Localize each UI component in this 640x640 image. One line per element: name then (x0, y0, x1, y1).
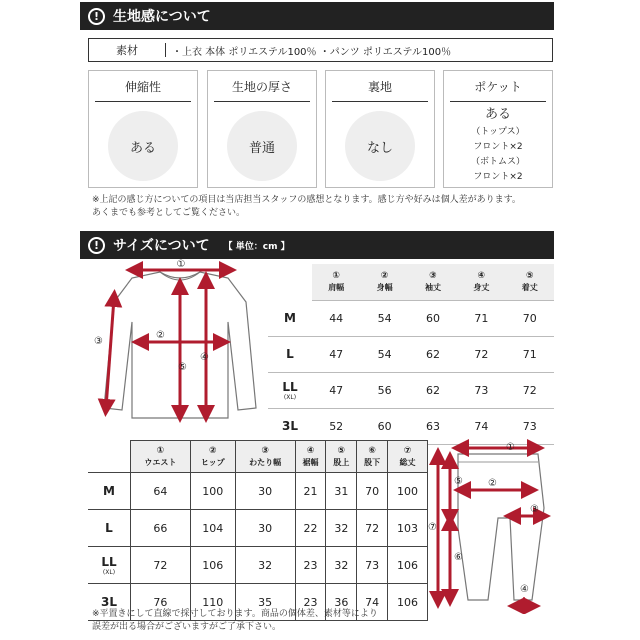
table-cell: 23 (295, 584, 326, 621)
table-cell: 32 (235, 547, 295, 584)
table-cell: 44 (312, 300, 360, 336)
tops-size-table (268, 264, 554, 445)
table-cell: 21 (295, 473, 326, 510)
card-title: 生地の厚さ (214, 71, 310, 102)
note-line: ※上記の感じ方についての項目は当店担当スタッフの感想となります。感じ方や好みは個人差があります。 (92, 195, 521, 205)
table-cell: 71 (506, 336, 554, 372)
table-cell: 47 (312, 372, 360, 408)
table-row (268, 336, 554, 372)
table-row (88, 547, 428, 584)
table-cell: 72 (457, 336, 505, 372)
pocket-value: ある (484, 107, 511, 122)
material-row (88, 38, 553, 62)
table-cell: 47 (312, 336, 360, 372)
table-cell: 106 (190, 547, 235, 584)
tops-header-1: ① 肩幅 (312, 264, 360, 300)
corner-cell (268, 264, 312, 300)
table-cell: 64 (131, 473, 191, 510)
table-cell: 31 (326, 473, 357, 510)
note-line: あくまでも参考としてご覧ください。 (92, 208, 246, 218)
material-label: 素材 (116, 44, 138, 57)
pants-header-7: ⑦ 総丈 (388, 441, 428, 473)
table-cell: 76 (131, 584, 191, 621)
tops-header-4: ④ 身丈 (457, 264, 505, 300)
table-cell: 56 (360, 372, 408, 408)
table-cell: 54 (360, 336, 408, 372)
table-cell: 35 (235, 584, 295, 621)
table-row (88, 473, 428, 510)
marker-2: ② (156, 330, 165, 341)
table-cell: 74 (357, 584, 388, 621)
fabric-section-header (80, 2, 554, 30)
table-cell: 106 (388, 547, 428, 584)
table-cell: 52 (312, 408, 360, 444)
card-title: ポケット (450, 71, 546, 102)
pants-outline (458, 454, 544, 600)
marker-5: ⑤ (454, 476, 463, 487)
table-cell: 100 (388, 473, 428, 510)
table-cell: 70 (357, 473, 388, 510)
card-value: 普通 (227, 111, 297, 181)
table-cell: 70 (506, 300, 554, 336)
pocket-line: （トップス） (471, 127, 525, 137)
table-cell: 60 (409, 300, 457, 336)
pants-header-1: ① ウエスト (131, 441, 191, 473)
marker-7: ⑦ (428, 522, 437, 533)
footer-note (92, 608, 378, 634)
table-cell: 110 (190, 584, 235, 621)
table-cell: 63 (409, 408, 457, 444)
tops-header-5: ⑤ 着丈 (506, 264, 554, 300)
card-value: なし (345, 111, 415, 181)
table-cell: 106 (388, 584, 428, 621)
table-cell: 73 (357, 547, 388, 584)
pants-header-2: ② ヒップ (190, 441, 235, 473)
table-cell: 32 (326, 510, 357, 547)
table-row (268, 372, 554, 408)
marker-3: ③ (94, 336, 103, 347)
table-cell: 54 (360, 300, 408, 336)
size-label: L (88, 510, 131, 547)
note-line: ※平置きにして直線で採寸しております。商品の個体差、素材等により (92, 609, 378, 619)
size-label: 3L (88, 584, 131, 621)
card-value: ある (108, 111, 178, 181)
marker-5: ⑤ (178, 362, 187, 373)
pants-header-5: ⑤ 股上 (326, 441, 357, 473)
table-cell: 103 (388, 510, 428, 547)
card-title: 伸縮性 (95, 71, 191, 102)
marker-1: ① (176, 259, 186, 270)
pants-header-4: ④ 裾幅 (295, 441, 326, 473)
table-cell: 32 (326, 547, 357, 584)
marker-6: ⑥ (454, 552, 463, 563)
size-label: LL (XL) (268, 372, 312, 408)
size-label: 3L (268, 408, 312, 444)
table-cell: 71 (457, 300, 505, 336)
size-label: M (268, 300, 312, 336)
pants-header-6: ⑥ 股下 (357, 441, 388, 473)
table-cell: 62 (409, 372, 457, 408)
pants-diagram (428, 438, 556, 614)
corner-cell (88, 441, 131, 473)
size-section-title: サイズについて (113, 238, 210, 254)
table-row (88, 510, 428, 547)
unit-label: 【 単位：cm 】 (223, 241, 290, 252)
table-cell: 104 (190, 510, 235, 547)
size-section-header (80, 231, 554, 259)
material-value: ・上衣 本体 ポリエステル100％ ・パンツ ポリエステル100％ (172, 46, 452, 58)
table-cell: 22 (295, 510, 326, 547)
table-cell: 72 (357, 510, 388, 547)
pants-header-3: ③ わたり幅 (235, 441, 295, 473)
fabric-note (92, 194, 521, 220)
divider (165, 43, 166, 57)
marker-2: ② (488, 478, 497, 489)
table-cell: 72 (506, 372, 554, 408)
pocket-line: フロント×2 (473, 142, 523, 152)
marker-4: ④ (200, 352, 209, 363)
table-cell: 100 (190, 473, 235, 510)
card-pocket (443, 70, 553, 188)
pocket-line: フロント×2 (473, 172, 523, 182)
table-cell: 30 (235, 473, 295, 510)
table-row (268, 300, 554, 336)
pants-size-table (88, 440, 428, 621)
tops-header-2: ② 身幅 (360, 264, 408, 300)
size-label: M (88, 473, 131, 510)
table-cell: 72 (131, 547, 191, 584)
pocket-line: （ボトムス） (470, 157, 525, 167)
pocket-details (444, 105, 552, 185)
table-cell: 23 (295, 547, 326, 584)
table-cell: 74 (457, 408, 505, 444)
card-lining (325, 70, 435, 188)
table-cell: 62 (409, 336, 457, 372)
marker-1: ① (506, 442, 515, 453)
table-cell: 73 (506, 408, 554, 444)
table-cell: 66 (131, 510, 191, 547)
size-label: LL (XL) (88, 547, 131, 584)
size-label: L (268, 336, 312, 372)
table-cell: 60 (360, 408, 408, 444)
note-line: 誤差が出る場合がございますがご了承下さい。 (92, 622, 282, 632)
marker-3: ③ (530, 504, 539, 515)
tops-diagram (88, 258, 268, 430)
card-title: 裏地 (332, 71, 428, 102)
card-stretch (88, 70, 198, 188)
table-cell: 36 (326, 584, 357, 621)
tops-header-3: ③ 袖丈 (409, 264, 457, 300)
table-cell: 73 (457, 372, 505, 408)
marker-4: ④ (520, 584, 529, 595)
exclamation-circle-icon: ! (88, 8, 105, 25)
card-thickness (207, 70, 317, 188)
exclamation-circle-icon: ! (88, 237, 105, 254)
table-cell: 30 (235, 510, 295, 547)
fabric-section-title: 生地感について (113, 9, 211, 25)
